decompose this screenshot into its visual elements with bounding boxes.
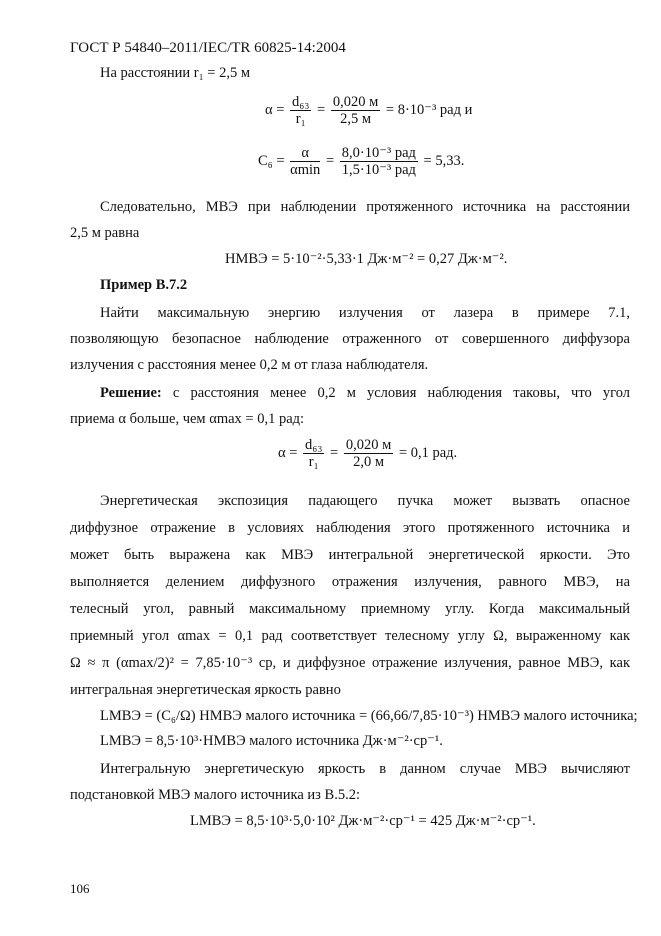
- document-header: ГОСТ Р 54840–2011/IEC/TR 60825-14:2004: [70, 40, 346, 56]
- frac-numerator: d₆₃: [292, 94, 310, 110]
- paragraph-line: позволяющую безопасное наблюдение отраженного от совершенного диффузора: [70, 331, 630, 347]
- paragraph-line: приема α больше, чем αmax = 0,1 рад:: [70, 411, 305, 427]
- example-title: Пример В.7.2: [100, 277, 188, 293]
- eq-sign: =: [317, 101, 326, 118]
- paragraph-line: Следовательно, МВЭ при наблюдении протяженного источника на расстоянии: [100, 199, 630, 215]
- paragraph-line: Интегральную энергетическую яркость в данном случае МВЭ вычисляют: [100, 761, 630, 777]
- paragraph-line: может быть выражена как МВЭ интегральной энергетической яркости. Это: [70, 547, 630, 563]
- paragraph-line: телесный угол, равный максимальному приемному углу. Когда максимальный: [70, 601, 630, 617]
- paragraph-line: диффузное отражение в условиях наблюдения этого протяженного источника и: [70, 520, 630, 536]
- frac-denominator: 2,0 м: [353, 454, 385, 470]
- paragraph-line: приемный угол αmax = 0,1 рад соответствует телесному углу Ω, выраженному как: [70, 628, 630, 644]
- equation-alpha-2: [278, 437, 457, 470]
- solution-text: с расстояния менее 0,2 м условия наблюдения таковы, что угол: [172, 385, 630, 401]
- equation-l-mve-3: LМВЭ = 8,5·10³·5,0·10² Дж·м⁻²·ср⁻¹ = 425 Дж·м⁻²·ср⁻¹.: [190, 813, 536, 829]
- paragraph-line: Найти максимальную энергию излучения от лазера в примере 7.1,: [100, 305, 630, 321]
- frac-denominator: 2,5 м: [340, 111, 372, 127]
- intro-line: На расстоянии r₁ = 2,5 м: [100, 65, 251, 81]
- frac-denominator: αmin: [290, 162, 321, 178]
- eq-sign: =: [330, 444, 339, 461]
- frac-denominator: r₁: [295, 111, 306, 127]
- eq-rhs: = 8·10⁻³ рад и: [385, 101, 473, 118]
- eq-lhs: α =: [278, 444, 298, 461]
- frac-numerator: 0,020 м: [345, 437, 392, 453]
- paragraph-line: выполняется делением диффузного отражения излучения, равного МВЭ, на: [70, 574, 630, 590]
- paragraph-line: подстановкой МВЭ малого источника из В.5.2:: [70, 787, 360, 803]
- frac-numerator: 8,0·10⁻³ рад: [341, 145, 416, 161]
- eq-rhs: = 5,33.: [423, 152, 465, 169]
- frac-denominator: 1,5·10⁻³ рад: [341, 162, 416, 178]
- page-number: 106: [70, 881, 90, 896]
- paragraph-line: Ω ≈ π (αmax/2)² = 7,85·10⁻³ ср, и диффузное отражение излучения, равное МВЭ, как: [70, 655, 630, 671]
- equation-l-mve-1: LМВЭ = (C₆/Ω) HМВЭ малого источника = (66,66/7,85·10⁻³) HМВЭ малого источника;: [100, 708, 638, 724]
- eq-rhs: = 0,1 рад.: [398, 444, 458, 461]
- equation-alpha-1: [265, 94, 472, 127]
- frac-denominator: r₁: [308, 454, 319, 470]
- paragraph-line: Энергетическая экспозиция падающего пучка может вызвать опасное: [100, 493, 630, 509]
- eq-lhs: C₆ =: [258, 152, 285, 169]
- solution-line: [100, 384, 630, 402]
- paragraph-line: интегральная энергетическая яркость равно: [70, 682, 341, 698]
- frac-numerator: α: [290, 145, 320, 162]
- equation-l-mve-2: LМВЭ = 8,5·10³·HМВЭ малого источника Дж·м⁻²·ср⁻¹.: [100, 733, 443, 749]
- equation-c6: [258, 145, 464, 178]
- solution-label: Решение:: [100, 385, 162, 401]
- equation-h-mve: HМВЭ = 5·10⁻²·5,33·1 Дж·м⁻² = 0,27 Дж·м⁻².: [225, 251, 508, 267]
- frac-numerator: d₆₃: [305, 437, 323, 453]
- eq-sign: =: [325, 152, 335, 169]
- paragraph-line: излучения с расстояния менее 0,2 м от глаза наблюдателя.: [70, 357, 429, 373]
- eq-lhs: α =: [265, 101, 285, 118]
- frac-numerator: 0,020 м: [332, 94, 379, 110]
- paragraph-line: 2,5 м равна: [70, 225, 140, 241]
